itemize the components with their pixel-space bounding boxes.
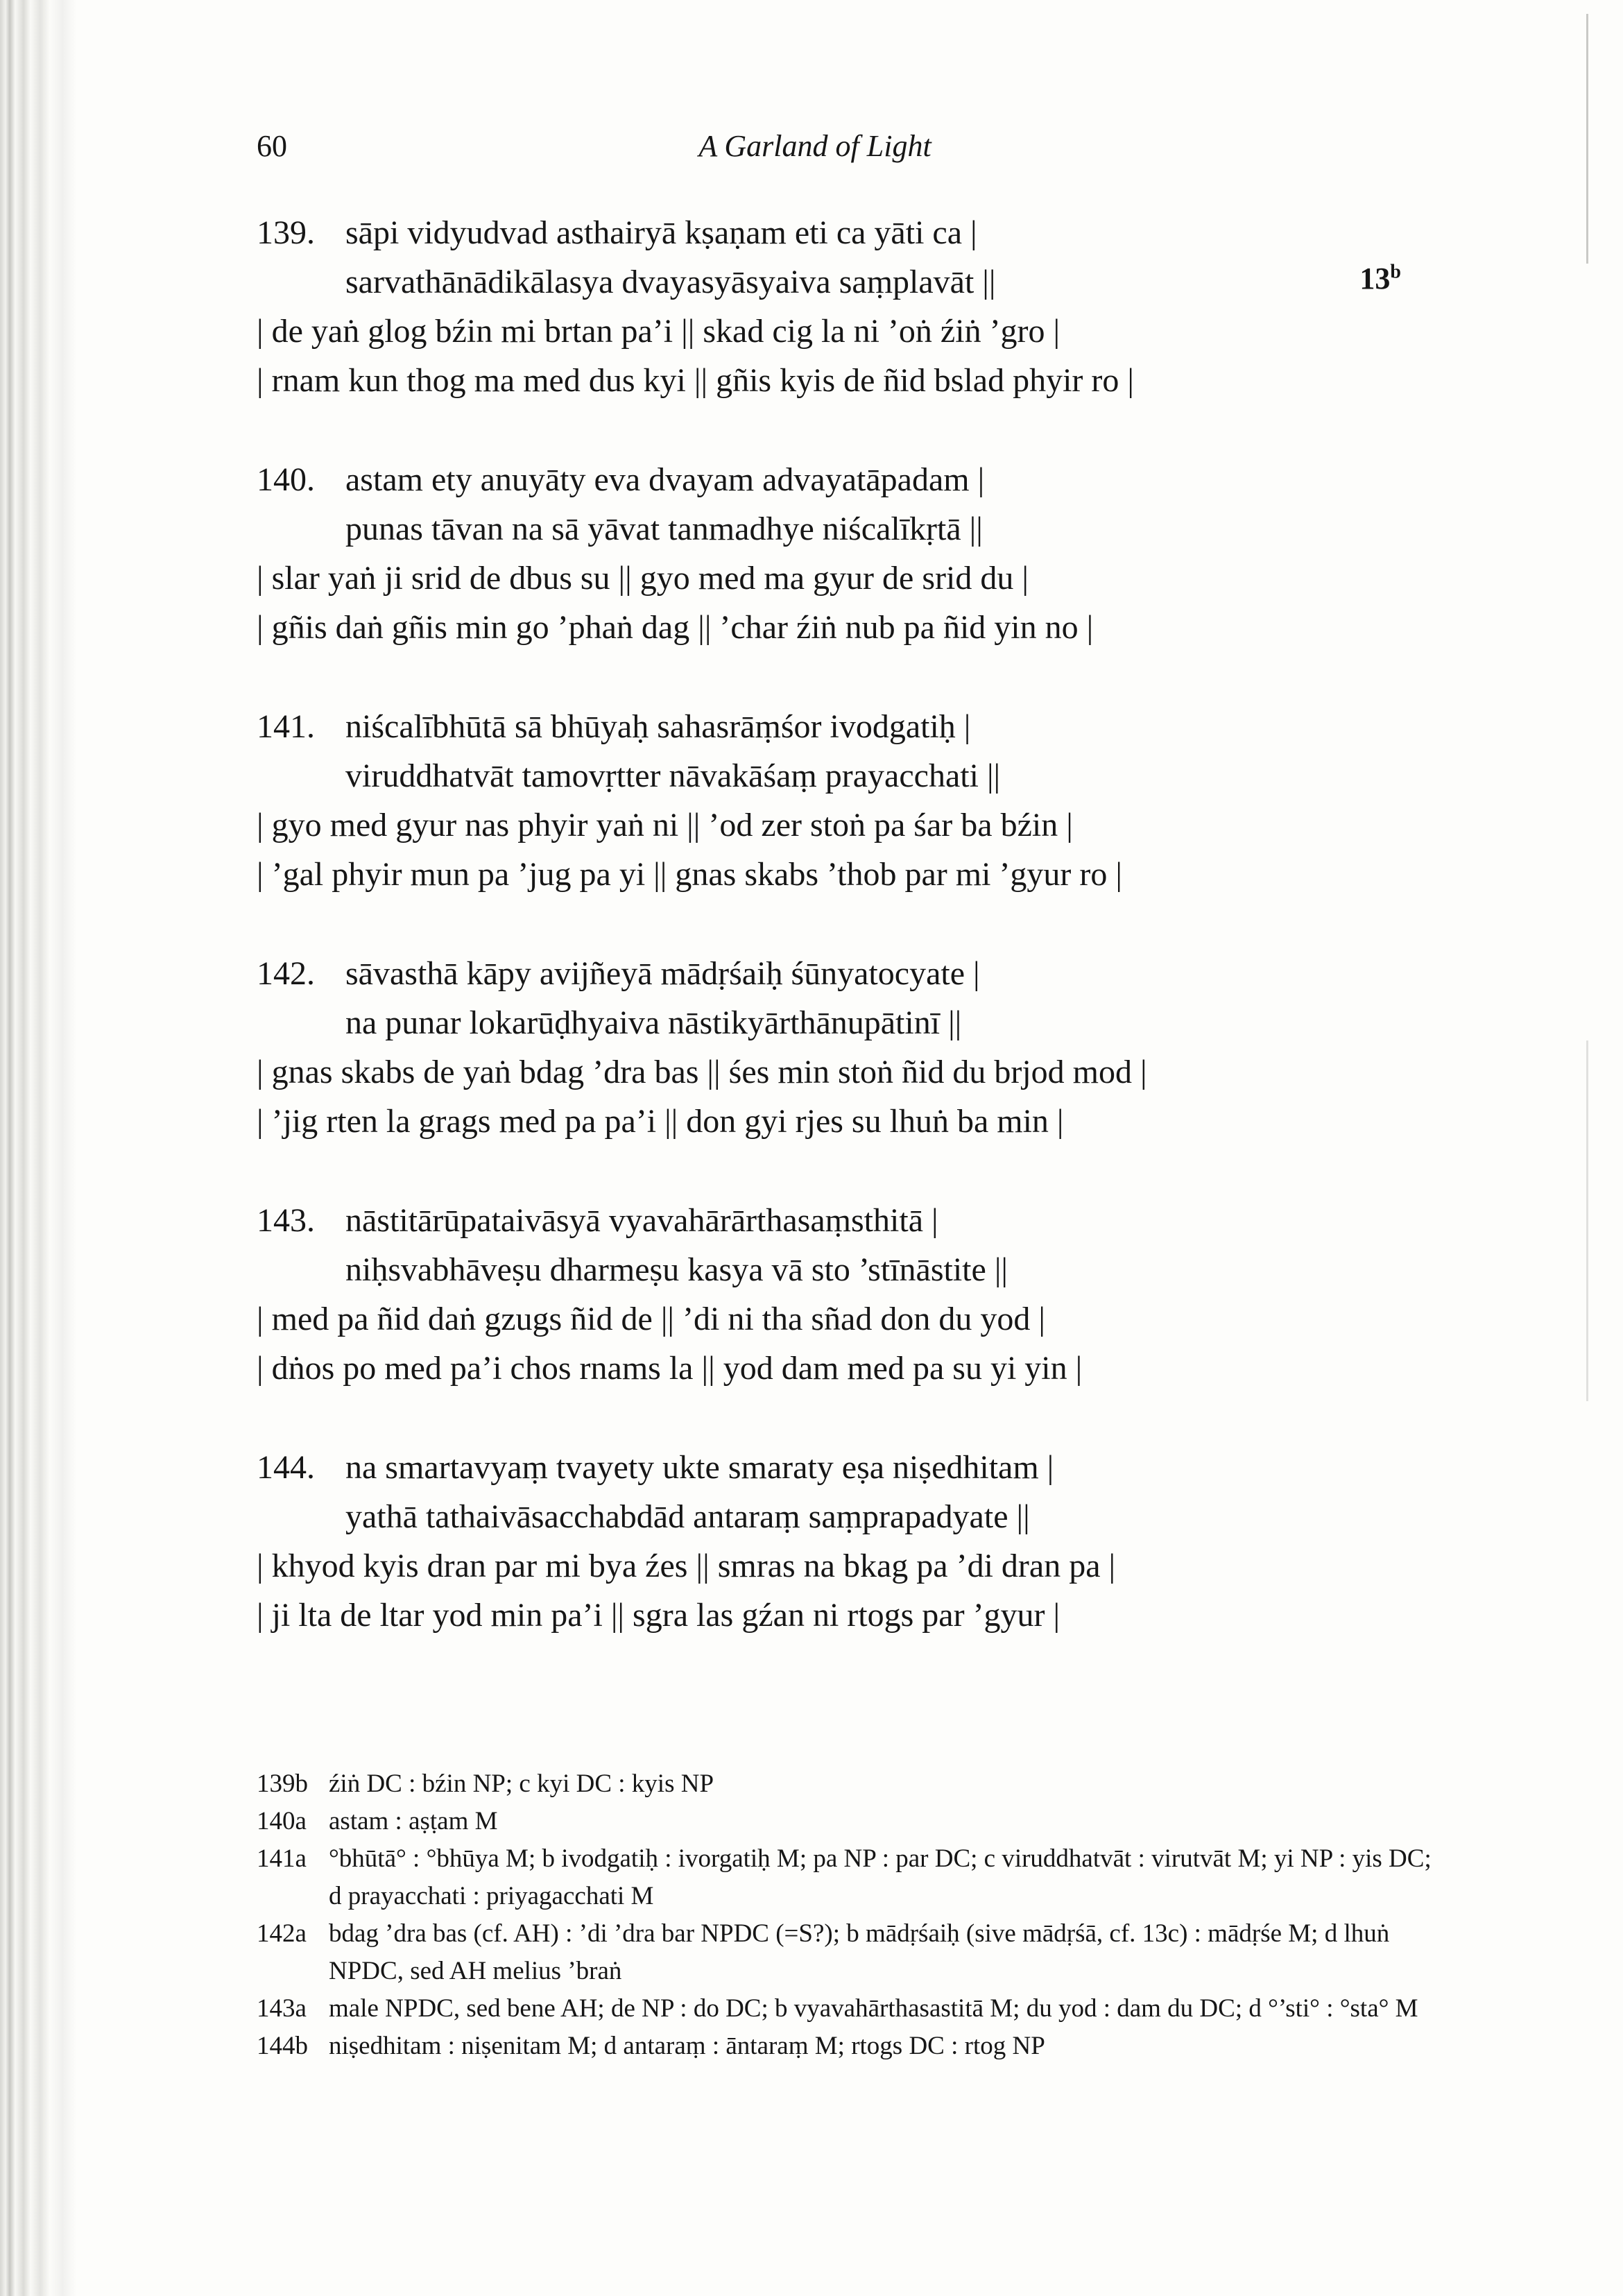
note-ref: 142a [257, 1919, 307, 1948]
note-ref: 141a [257, 1844, 307, 1873]
verse-number: 142. [257, 955, 315, 992]
note-ref: 144b [257, 2032, 308, 2060]
verse-number: 144. [257, 1449, 315, 1486]
verse-141 [257, 702, 1401, 899]
note-ref: 143a [257, 1994, 307, 2023]
sanskrit-line: astam ety anuyāty eva dvayam advayatāpadam | [345, 461, 985, 498]
apparatus-note [257, 1915, 1436, 1990]
sanskrit-line: niḥsvabhāveṣu dharmeṣu kasya vā sto ’stīnāstite || [345, 1251, 1008, 1288]
verse-144 [257, 1443, 1401, 1640]
sanskrit-line: sarvathānādikālasya dvayasyāsyaiva saṃplavāt || [345, 264, 996, 300]
tibetan-line: | gnas skabs de yaṅ bdag ’dra bas || śes min stoṅ ñid du brjod mod | [257, 1054, 1147, 1090]
note-text: źiṅ DC : bźin NP; c kyi DC : kyis NP [329, 1770, 714, 1798]
tibetan-line: | gyo med gyur nas phyir yaṅ ni || ’od zer stoṅ pa śar ba bźin | [257, 807, 1073, 843]
verse-142 [257, 949, 1401, 1146]
note-ref: 139b [257, 1770, 308, 1798]
scan-edge-line [1586, 14, 1588, 264]
sanskrit-line: sāvasthā kāpy avijñeyā mādṛśaiḥ śūnyatocyate | [345, 955, 980, 992]
tibetan-line: | gñis daṅ gñis min go ’phaṅ dag || ’char źiṅ nub pa ñid yin no | [257, 609, 1094, 646]
apparatus-note [257, 1765, 1436, 1803]
sanskrit-line: na punar lokarūḍhyaiva nāstikyārthānupātinī || [345, 1004, 962, 1041]
note-text: male NPDC, sed bene AH; de NP : do DC; b vyavahārthasastitā M; du yod : dam du DC; d °’sti° : °sta° M [329, 1994, 1418, 2023]
note-text: bdag ’dra bas (cf. AH) : ’di ’dra bar NPDC (=S?); b mādṛśaiḥ (sive mādṛśā, cf. 13c) : mādṛśe M; d lhuṅ NPDC, sed AH melius ’braṅ [329, 1919, 1390, 1985]
scan-binding-shadow [0, 0, 76, 2296]
verse-number: 143. [257, 1202, 315, 1239]
tibetan-line: | rnam kun thog ma med dus kyi || gñis kyis de ñid bslad phyir ro | [257, 362, 1134, 399]
sanskrit-line: punas tāvan na sā yāvat tanmadhye niścalīkṛtā || [345, 511, 983, 547]
tibetan-line: | med pa ñid daṅ gzugs ñid de || ’di ni tha sñad don du yod | [257, 1301, 1045, 1337]
sanskrit-line: yathā tathaivāsacchabdād antaraṃ saṃprapadyate || [345, 1498, 1030, 1535]
critical-apparatus [257, 1765, 1436, 2065]
note-text: °bhūtā° : °bhūya M; b ivodgatiḥ : ivorgatiḥ M; pa NP : par DC; c viruddhatvāt : virutvāt M; yi NP : yis DC; d prayacchati : priyagacchati M [329, 1844, 1432, 1910]
page-number: 60 [257, 129, 287, 163]
margin-folio-ref: 13$^b$ [1359, 261, 1401, 295]
tibetan-line: | ji lta de ltar yod min pa’i || sgra las gźan ni rtogs par ’gyur | [257, 1597, 1060, 1634]
sanskrit-line: nāstitārūpataivāsyā vyavahārārthasaṃsthitā | [345, 1202, 938, 1239]
tibetan-line: | khyod kyis dran par mi bya źes || smras na bkag pa ’di dran pa | [257, 1548, 1116, 1584]
page-header [257, 128, 1373, 170]
note-text: niṣedhitam : niṣenitam M; d antaraṃ : āntaraṃ M; rtogs DC : rtog NP [329, 2032, 1045, 2060]
tibetan-line: | ’jig rten la grags med pa pa’i || don gyi rjes su lhuṅ ba min | [257, 1103, 1064, 1140]
note-text: astam : aṣṭam M [329, 1807, 498, 1835]
verse-139 [257, 208, 1401, 405]
sanskrit-line: niścalībhūtā sā bhūyaḥ sahasrāṃśor ivodgatiḥ | [345, 708, 971, 745]
apparatus-note [257, 1803, 1436, 1840]
tibetan-line: | dṅos po med pa’i chos rnams la || yod dam med pa su yi yin | [257, 1350, 1083, 1387]
apparatus-note [257, 1840, 1436, 1915]
apparatus-note [257, 2028, 1436, 2065]
sanskrit-line: sāpi vidyudvad asthairyā kṣaṇam eti ca yāti ca | [345, 214, 977, 251]
tibetan-line: | slar yaṅ ji srid de dbus su || gyo med ma gyur de srid du | [257, 560, 1029, 597]
verse-number: 140. [257, 461, 315, 498]
note-ref: 140a [257, 1807, 307, 1835]
tibetan-line: | de yaṅ glog bźin mi brtan pa’i || skad cig la ni ’oṅ źiṅ ’gro | [257, 313, 1060, 350]
verse-number: 139. [257, 214, 315, 251]
sanskrit-line: na smartavyaṃ tvayety ukte smaraty eṣa niṣedhitam | [345, 1449, 1054, 1486]
tibetan-line: | ’gal phyir mun pa ’jug pa yi || gnas skabs ’thob par mi ’gyur ro | [257, 856, 1122, 893]
scan-edge-line [1586, 1040, 1588, 1401]
running-title: A Garland of Light [698, 129, 931, 163]
verse-number: 141. [257, 708, 315, 745]
sanskrit-line: viruddhatvāt tamovṛtter nāvakāśaṃ prayacchati || [345, 757, 1001, 794]
verse-section [257, 208, 1401, 1690]
verse-140 [257, 455, 1401, 652]
apparatus-note [257, 1990, 1436, 2028]
verse-143 [257, 1196, 1401, 1393]
